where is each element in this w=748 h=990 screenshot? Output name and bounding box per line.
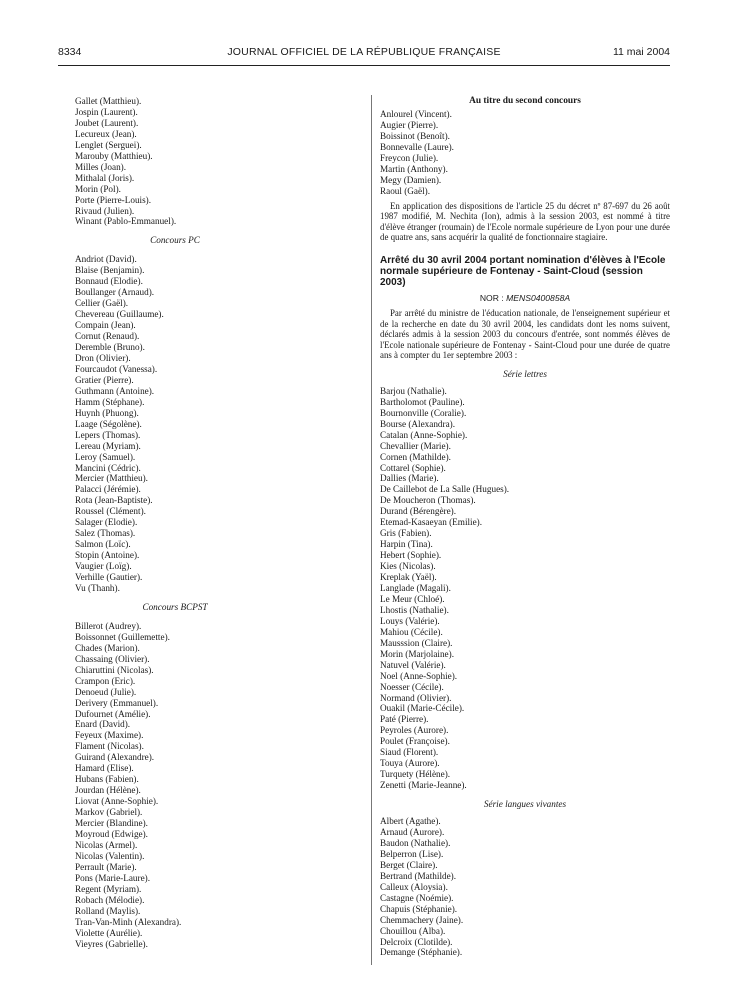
name-entry: Enard (David). xyxy=(75,719,131,730)
serie-langues-list xyxy=(380,816,670,958)
name-entry: Bournonville (Coralie). xyxy=(380,407,467,418)
concours-bcpst-heading: Concours BCPST xyxy=(142,601,208,612)
name-entry: Calleux (Aloysia). xyxy=(380,881,448,892)
name-entry: Salmon (Loïc). xyxy=(75,539,131,550)
bcpst-name-list xyxy=(75,621,337,950)
name-entry: Le Meur (Chloé). xyxy=(380,593,445,604)
name-entry: Noesser (Cécile). xyxy=(380,681,444,692)
name-entry: Lenglet (Serguei). xyxy=(75,139,142,150)
name-entry: Lecureux (Jean). xyxy=(75,128,137,139)
name-entry: Freycon (Julie). xyxy=(380,152,439,163)
name-entry: Chevereau (Guillaume). xyxy=(75,309,164,320)
serie-lettres-heading: Série lettres xyxy=(503,368,547,379)
name-entry: Gratier (Pierre). xyxy=(75,374,134,385)
name-entry: Lepers (Thomas). xyxy=(75,429,141,440)
intro-name-list xyxy=(75,96,337,227)
name-entry: Tran-Van-Minh (Alexandra). xyxy=(75,916,182,927)
name-entry: Morin (Pol). xyxy=(75,183,121,194)
name-entry: Fourcaudot (Vanessa). xyxy=(75,363,158,374)
name-entry: Turquety (Hélène). xyxy=(380,769,451,780)
name-entry: Boullanger (Arnaud). xyxy=(75,287,155,298)
name-entry: Chapuis (Stéphanie). xyxy=(380,903,458,914)
name-entry: Castagne (Noémie). xyxy=(380,892,454,903)
name-entry: Barjou (Nathalie). xyxy=(380,385,447,396)
name-entry: Chouillou (Alba). xyxy=(380,925,446,936)
nor-code: MENS0400858A xyxy=(506,292,571,303)
name-entry: Bartholomot (Pauline). xyxy=(380,396,465,407)
name-entry: Marouby (Matthieu). xyxy=(75,150,153,161)
name-entry: Rolland (Maylis). xyxy=(75,905,141,916)
column-divider xyxy=(371,95,372,965)
name-entry: Delcroix (Clotilde). xyxy=(380,936,453,947)
name-entry: Boissonnet (Guillemette). xyxy=(75,631,170,642)
name-entry: Poulet (Françoise). xyxy=(380,736,450,747)
issue-date: 11 mai 2004 xyxy=(612,46,670,58)
name-entry: Raoul (Gaël). xyxy=(380,185,431,196)
name-entry: Noel (Anne-Sophie). xyxy=(380,670,458,681)
name-entry: Andriot (David). xyxy=(75,254,137,265)
journal-title: JOURNAL OFFICIEL DE LA RÉPUBLIQUE FRANÇAISE xyxy=(227,46,501,58)
name-entry: Cottarel (Sophie). xyxy=(380,462,446,473)
name-entry: Crampon (Eric). xyxy=(75,675,136,686)
name-entry: Vaugier (Loïg). xyxy=(75,561,132,572)
name-entry: Porte (Pierre-Louis). xyxy=(75,194,152,205)
name-entry: Ouakil (Marie-Cécile). xyxy=(380,703,465,714)
name-entry: Hamard (Elise). xyxy=(75,763,134,774)
page-number: 8334 xyxy=(58,46,82,58)
name-entry: Durand (Bérengère). xyxy=(380,506,457,517)
name-entry: Baudon (Nathalie). xyxy=(380,837,451,848)
name-entry: Langlade (Magali). xyxy=(380,582,451,593)
name-entry: Chevallier (Marie). xyxy=(380,440,451,451)
name-entry: Vieyres (Gabrielle). xyxy=(75,938,148,949)
name-entry: Cornut (Renaud). xyxy=(75,331,140,342)
name-entry: Bourse (Alexandra). xyxy=(380,418,456,429)
name-entry: Etemad-Kasaeyan (Emilie). xyxy=(380,517,483,528)
name-entry: Nicolas (Armel). xyxy=(75,839,138,850)
name-entry: Huynh (Phuong). xyxy=(75,407,139,418)
name-entry: Mercier (Blandine). xyxy=(75,818,148,829)
name-entry: Catalan (Anne-Sophie). xyxy=(380,429,468,440)
name-entry: Louys (Valérie). xyxy=(380,615,440,626)
name-entry: Verhille (Gautier). xyxy=(75,572,143,583)
name-entry: Moyroud (Edwige). xyxy=(75,829,148,839)
name-entry: Blaise (Benjamin). xyxy=(75,265,145,276)
name-entry: De Caillebot de La Salle (Hugues). xyxy=(380,484,510,495)
pc-name-list xyxy=(75,254,337,594)
name-entry: Compain (Jean). xyxy=(75,320,136,331)
name-entry: Kreplak (Yaël). xyxy=(380,572,437,583)
second-concours-heading: Au titre du second concours xyxy=(469,96,581,106)
name-entry: Rivaud (Julien). xyxy=(75,205,135,216)
name-entry: Normand (Olivier). xyxy=(380,692,452,703)
name-entry: Cellier (Gaël). xyxy=(75,298,129,309)
name-entry: Violette (Aurélie). xyxy=(75,927,143,938)
name-entry: Roussel (Clément). xyxy=(75,506,146,517)
name-entry: Arnaud (Aurore). xyxy=(380,827,445,837)
name-entry: Winant (Pablo-Emmanuel). xyxy=(75,216,177,227)
name-entry: Anlourel (Vincent). xyxy=(380,108,452,119)
name-entry: Mithalal (Joris). xyxy=(75,172,135,183)
name-entry: Jourdan (Hélène). xyxy=(75,785,141,796)
page-header xyxy=(58,42,670,62)
name-entry: Cornen (Mathilde). xyxy=(380,451,451,462)
name-entry: Joubet (Laurent). xyxy=(75,117,139,128)
header-rule xyxy=(58,65,670,66)
name-entry: Regent (Myriam). xyxy=(75,883,142,894)
name-entry: Bonnevalle (Laure). xyxy=(380,141,454,152)
name-entry: Albert (Agathe). xyxy=(380,816,441,827)
name-entry: Gallet (Matthieu). xyxy=(75,96,142,106)
name-entry: Bonnaud (Elodie). xyxy=(75,276,143,287)
name-entry: Hamm (Stéphane). xyxy=(75,396,145,407)
name-entry: Rota (Jean-Baptiste). xyxy=(75,495,153,506)
name-entry: Derivery (Emmanuel). xyxy=(75,697,159,708)
name-entry: Flament (Nicolas). xyxy=(75,741,144,752)
name-entry: Deremble (Bruno). xyxy=(75,342,145,353)
left-column xyxy=(75,96,337,949)
name-entry: Vu (Thanh). xyxy=(75,582,120,593)
name-entry: Jospin (Laurent). xyxy=(75,106,138,117)
arrete-paragraph: Par arrêté du ministre de l'éducation nationale, de l'enseignement supérieur et de la recherche en date du 30 avril 2004, les candidats dont les noms suivent, déclarés admis à la session 2003 du concours d'entrée, sont nommés élèves de l'Ecole nationale supérieure de Fontenay - Saint-Cloud pour une durée de quatre ans à compter du 1er septembre 2003 : xyxy=(380,307,670,361)
name-entry: Harpin (Tina). xyxy=(380,539,433,550)
name-entry: Siaud (Florent). xyxy=(380,747,439,758)
name-entry: Touya (Aurore). xyxy=(380,758,440,769)
name-entry: De Moucheron (Thomas). xyxy=(380,495,476,506)
right-column xyxy=(380,96,670,958)
name-entry: Gris (Fabien). xyxy=(380,528,432,539)
name-entry: Mausssion (Claire). xyxy=(380,637,453,648)
name-entry: Dallies (Marie). xyxy=(380,473,439,484)
name-entry: Boissinot (Benoît). xyxy=(380,130,450,141)
name-entry: Lereau (Myriam). xyxy=(75,440,141,451)
name-entry: Salez (Thomas). xyxy=(75,528,136,539)
name-entry: Augier (Pierre). xyxy=(380,119,439,130)
name-entry: Morin (Marjolaine). xyxy=(380,648,454,659)
nechita-paragraph: En application des dispositions de l'article 25 du décret nº 87-697 du 26 août 1987 modifié, M. Nechita (Ion), admis à la session 2003, est nommé à titre d'élève étranger (roumain) de l'Ecole normale supérieure de Lyon pour une durée de quatre ans, sans acquérir la qualité de fonctionnaire stagiaire. xyxy=(380,200,670,243)
name-entry: Palacci (Jérémie). xyxy=(75,484,141,495)
name-entry: Liovat (Anne-Sophie). xyxy=(75,796,159,807)
name-entry: Chiaruttini (Nicolas). xyxy=(75,664,154,675)
name-entry: Stopin (Antoine). xyxy=(75,550,140,561)
nor-label: NOR : xyxy=(479,292,504,303)
name-entry: Guthmann (Antoine). xyxy=(75,385,155,396)
name-entry: Martin (Anthony). xyxy=(380,163,448,174)
name-entry: Dron (Olivier). xyxy=(75,352,131,363)
name-entry: Markov (Gabriel). xyxy=(75,807,143,818)
serie-lettres-list xyxy=(380,386,670,791)
name-entry: Nicolas (Valentin). xyxy=(75,850,145,861)
name-entry: Chemmachery (Jaine). xyxy=(380,914,464,925)
name-entry: Berget (Claire). xyxy=(380,859,438,870)
name-entry: Hubans (Fabien). xyxy=(75,774,139,785)
name-entry: Natuvel (Valérie). xyxy=(380,659,446,670)
name-entry: Mancini (Cédric). xyxy=(75,462,141,473)
name-entry: Feyeux (Maxime). xyxy=(75,730,144,741)
name-entry: Lhostis (Nathalie). xyxy=(380,604,449,615)
name-entry: Mahiou (Cécile). xyxy=(380,626,443,637)
name-entry: Bertrand (Mathilde). xyxy=(380,870,457,881)
arrete-title: Arrêté du 30 avril 2004 portant nomination d'élèves à l'Ecole normale supérieure de Fontenay - Saint-Cloud (session 2003) xyxy=(380,254,666,288)
name-entry: Mercier (Matthieu). xyxy=(75,473,148,484)
name-entry: Chassaing (Olivier). xyxy=(75,653,150,664)
serie-langues-heading: Série langues vivantes xyxy=(483,799,567,810)
second-concours-list xyxy=(380,109,670,197)
name-entry: Guirand (Alexandre). xyxy=(75,752,155,763)
name-entry: Megy (Damien). xyxy=(380,174,442,185)
name-entry: Perrault (Marie). xyxy=(75,861,137,872)
concours-pc-heading: Concours PC xyxy=(150,235,200,246)
name-entry: Kies (Nicolas). xyxy=(380,561,436,572)
name-entry: Hebert (Sophie). xyxy=(380,550,442,561)
name-entry: Leroy (Samuel). xyxy=(75,451,136,462)
name-entry: Milles (Joan). xyxy=(75,161,127,172)
name-entry: Demange (Stéphanie). xyxy=(380,947,463,958)
name-entry: Robach (Mélodie). xyxy=(75,894,145,905)
nor-reference xyxy=(380,293,670,304)
name-entry: Dufournet (Amélie). xyxy=(75,708,151,719)
name-entry: Paté (Pierre). xyxy=(380,714,429,725)
name-entry: Belperron (Lise). xyxy=(380,848,444,859)
name-entry: Laage (Ségolène). xyxy=(75,418,142,429)
name-entry: Peyroles (Aurore). xyxy=(380,725,449,736)
name-entry: Zenetti (Marie-Jeanne). xyxy=(380,780,467,791)
name-entry: Denoeud (Julie). xyxy=(75,686,137,697)
name-entry: Salager (Elodie). xyxy=(75,517,138,528)
name-entry: Pons (Marie-Laure). xyxy=(75,872,151,883)
name-entry: Billerot (Audrey). xyxy=(75,620,142,631)
name-entry: Chades (Marion). xyxy=(75,642,140,653)
